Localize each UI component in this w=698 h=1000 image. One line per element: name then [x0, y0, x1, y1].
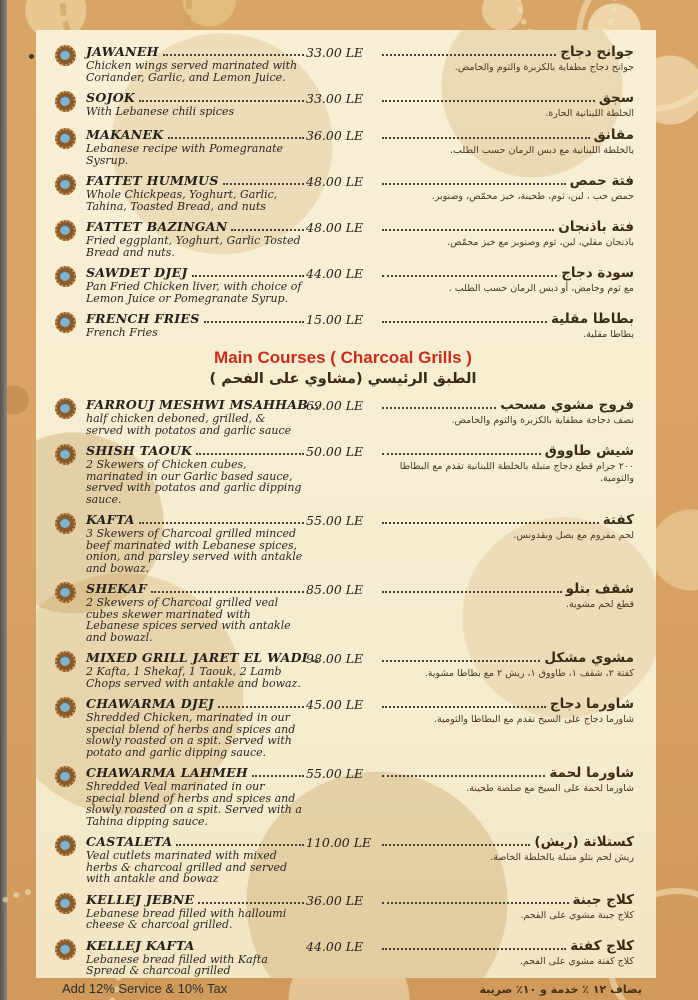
- item-name-ar: مقانق: [593, 127, 634, 143]
- item-bullet-cell: [52, 397, 86, 419]
- item-desc-ar: الخلطة اللبنانية الحارة.: [545, 108, 634, 119]
- item-name-ar: سودة دجاج: [561, 265, 634, 281]
- item-arabic-block: [380, 219, 634, 249]
- item-arabic-block: [380, 44, 634, 74]
- item-arabic-block: [380, 265, 634, 295]
- item-name-en: CHAWARMA LAHMEH: [86, 765, 249, 780]
- item-price: 50.00 LE: [306, 444, 364, 459]
- item-name-ar: مشوي مشكل: [544, 650, 634, 666]
- item-dotted-leader-ar: [382, 320, 547, 323]
- medallion-icon: [55, 91, 76, 112]
- menu-item-row: [52, 834, 634, 885]
- menu-item-row: [52, 44, 634, 83]
- item-bullet-cell: [52, 127, 86, 149]
- item-desc-en: Shredded Veal marinated in our special blend of herbs and spices and slowly roasted on a spit. Served with a Tahina dipping sauce.: [86, 780, 302, 828]
- item-arabic-block: [380, 892, 634, 922]
- item-desc-ar: لحم مفروم مع بصل وبقدونس.: [513, 530, 634, 541]
- item-desc-ar: ريش لحم بتلو متبلة بالخلطة الخاصة.: [490, 852, 634, 863]
- item-desc-en: French Fries: [86, 326, 158, 339]
- menu-panel: [36, 30, 656, 978]
- medallion-icon: [55, 939, 76, 960]
- item-english-block: [86, 397, 309, 437]
- item-desc-ar: كفتة ٢، شقف ١، طاووق ١، ريش ٢ مع بطاطا مشوية.: [424, 668, 634, 679]
- item-arabic-block: [380, 765, 634, 795]
- menu-item-row: [52, 765, 634, 827]
- item-name-en: CHAWARMA DJEJ: [86, 696, 215, 711]
- item-bullet-cell: [52, 311, 86, 333]
- item-desc-en: 3 Skewers of Charcoal grilled minced beef marinated with Lebanese spices, onion, and parsley served with antakle and bowaz.: [86, 527, 303, 575]
- item-dotted-leader-ar: [382, 659, 540, 662]
- item-english-block: [86, 581, 306, 643]
- item-name-ar: كستلاتة (ريش): [534, 834, 634, 850]
- item-name-en: FATTET BAZINGAN: [86, 219, 228, 234]
- item-desc-ar: كلاج كفتة مشوي على الفحم.: [519, 955, 634, 967]
- item-english-block: [86, 765, 306, 827]
- item-arabic-block: [380, 90, 634, 120]
- item-price: 36.00 LE: [306, 892, 364, 908]
- item-dotted-leader-ar: [382, 705, 546, 708]
- medallion-icon: [55, 312, 76, 333]
- item-name-ar: سجق: [598, 90, 634, 106]
- item-dotted-leader-ar: [382, 228, 554, 231]
- item-dotted-leader-ar: [382, 774, 545, 777]
- item-price: 55.00 LE: [306, 513, 364, 528]
- item-name-en: SHISH TAOUK: [86, 443, 193, 458]
- medallion-icon: [55, 45, 76, 66]
- item-bullet-cell: [52, 44, 86, 66]
- item-arabic-block: [380, 938, 634, 968]
- item-name-ar: بطاطا مقلية: [550, 311, 634, 327]
- menu-item-row: [52, 938, 634, 977]
- item-desc-en: half chicken deboned, grilled, & served with potatos and garlic sauce: [86, 412, 292, 437]
- item-arabic-block: [380, 650, 634, 680]
- menu-item-row: [52, 90, 634, 120]
- item-desc-en: Lebanese bread filled with halloumi cheese & charcoal grilled.: [86, 906, 287, 931]
- ink-speck: [29, 54, 34, 59]
- medallion-icon: [55, 266, 76, 287]
- item-dotted-leader-ar: [382, 53, 556, 56]
- item-desc-en: Whole Chickpeas, Yoghurt, Garlic, Tahina, Toasted Bread, and nuts: [86, 188, 278, 213]
- item-desc-en: Shredded Chicken, marinated in our special blend of herbs and spices and slowly roasted on a spit. Served with potato and garlic dipping sauce.: [86, 711, 296, 759]
- item-desc-ar: مع ثوم وحامض، أو دبس الرمان حسب الطلب .: [448, 283, 634, 294]
- item-arabic-block: [380, 696, 634, 726]
- item-dotted-leader: [252, 774, 304, 777]
- medallion-icon: [55, 444, 76, 465]
- item-arabic-block: [380, 443, 634, 485]
- item-dotted-leader: [231, 228, 304, 231]
- item-dotted-leader-ar: [382, 901, 569, 904]
- item-name-en: SOJOK: [86, 90, 136, 105]
- item-name-en: SAWDET DJEJ: [86, 265, 188, 280]
- item-bullet-cell: [52, 938, 86, 960]
- item-english-block: [86, 311, 306, 339]
- item-arabic-block: [380, 397, 634, 427]
- item-dotted-leader: [151, 590, 304, 593]
- item-dotted-leader: [199, 949, 304, 950]
- item-english-block: [86, 219, 306, 258]
- item-desc-en: With Lebanese chili spices: [86, 105, 235, 118]
- footer-note-ar: يضاف ١٢ ٪ خدمة و ١٠٪ ضريبة: [479, 983, 642, 996]
- item-dotted-leader: [176, 843, 304, 846]
- menu-item-row: [52, 265, 634, 304]
- item-dotted-leader-ar: [382, 274, 557, 277]
- item-price: 15.00 LE: [306, 312, 364, 327]
- item-desc-en: Chicken wings served marinated with Coriander, Garlic, and Lemon Juice.: [86, 59, 298, 84]
- item-bullet-cell: [52, 834, 86, 856]
- item-dotted-leader-ar: [382, 843, 530, 846]
- item-desc-ar: كلاج جبنة مشوي على الفحم.: [520, 909, 634, 921]
- menu-item-row: [52, 443, 634, 505]
- item-bullet-cell: [52, 265, 86, 287]
- item-name-en: FATTET HUMMUS: [86, 173, 219, 188]
- footer-note-en: Add 12% Service & 10% Tax: [62, 981, 228, 996]
- item-name-ar: فتة باذنجان: [558, 219, 634, 235]
- menu-item-row: [52, 512, 634, 574]
- item-dotted-leader: [198, 901, 304, 904]
- item-bullet-cell: [52, 219, 86, 241]
- item-dotted-leader: [139, 521, 304, 524]
- item-english-block: [86, 938, 306, 977]
- menu-item-row: [52, 311, 634, 341]
- item-name-ar: كلاج كفتة: [570, 937, 634, 954]
- item-english-block: [86, 892, 306, 931]
- item-name-en: JAWANEH: [86, 44, 159, 59]
- item-name-ar: كلاج جبنة: [572, 891, 634, 908]
- item-bullet-cell: [52, 650, 86, 672]
- medallion-icon: [55, 398, 76, 419]
- item-arabic-block: [380, 512, 634, 542]
- item-name-en: KELLEJ JEBNE: [86, 891, 195, 907]
- menu-item-row: [52, 397, 634, 436]
- item-desc-ar: بالخلطة اللبنانية مع دبس الرمان حسب الطلب.: [450, 145, 634, 156]
- item-name-ar: كفتة: [602, 512, 634, 528]
- item-desc-en: Lebanese bread filled with Kafta Spread & charcoal grilled: [86, 952, 268, 977]
- menu-item-row: [52, 650, 634, 689]
- item-dotted-leader-ar: [382, 99, 595, 102]
- item-name-ar: شاورما لحمة: [549, 765, 634, 781]
- item-english-block: [86, 265, 306, 304]
- item-arabic-block: [380, 127, 634, 157]
- medallion-icon: [55, 220, 76, 241]
- section-title-ar: الطبق الرئيسي (مشاوي على الفحم ): [209, 371, 477, 387]
- item-desc-en: Veal cutlets marinated with mixed herbs & charcoal grilled and served with antakle and bowaz: [86, 849, 288, 885]
- item-english-block: [86, 512, 306, 574]
- medallion-icon: [55, 766, 76, 787]
- item-dotted-leader: [196, 452, 304, 455]
- item-dotted-leader-ar: [382, 406, 496, 409]
- item-price: 48.00 LE: [306, 174, 364, 189]
- item-name-ar: فتة حمص: [569, 173, 634, 189]
- item-price: 33.00 LE: [306, 45, 364, 60]
- item-name-en: MAKANEK: [86, 127, 164, 142]
- menu-item-row: [52, 219, 634, 258]
- item-price: 69.00 LE: [306, 398, 364, 413]
- item-name-ar: شيش طاووق: [544, 443, 634, 459]
- item-english-block: [86, 127, 306, 166]
- item-desc-en: 2 Skewers of Charcoal grilled veal cubes skewer marinated with Lebanese spices served with antakle and bowazl.: [86, 596, 291, 644]
- item-name-en: MIXED GRILL JARET EL WADI: [86, 650, 308, 665]
- scan-edge: [0, 0, 7, 1000]
- item-price: 48.00 LE: [306, 220, 364, 235]
- item-english-block: [86, 44, 306, 83]
- item-name-en: FRENCH FRIES: [86, 311, 200, 326]
- item-name-ar: شقف بتلو: [565, 581, 634, 597]
- item-bullet-cell: [52, 765, 86, 787]
- item-dotted-leader-ar: [382, 182, 566, 185]
- item-desc-en: Fried eggplant, Yoghurt, Garlic Tosted Bread and nuts.: [86, 234, 301, 259]
- item-desc-ar: جوانح دجاج مطفاية بالكزبرة والثوم والحامض.: [454, 62, 634, 73]
- item-english-block: [86, 834, 306, 885]
- medallion-icon: [55, 582, 76, 603]
- item-name-en: KELLEJ KAFTA: [86, 937, 195, 953]
- item-name-en: KAFTA: [86, 512, 135, 527]
- item-dotted-leader-ar: [382, 590, 562, 593]
- item-price: 44.00 LE: [306, 938, 364, 954]
- medallion-icon: [55, 174, 76, 195]
- item-desc-ar: بطاطا مقلية.: [583, 329, 634, 340]
- item-arabic-block: [380, 311, 634, 341]
- item-dotted-leader: [163, 53, 304, 56]
- item-desc-ar: قطع لحم مشوية.: [565, 599, 634, 610]
- item-desc-ar: نصف دجاجة مطفاية بالكزبرة والثوم والحامض.: [451, 415, 634, 426]
- item-dotted-leader: [139, 99, 304, 102]
- item-name-en: SHEKAF: [86, 581, 148, 596]
- item-name-en: CASTALETA: [86, 834, 173, 849]
- menu-item-row: [52, 892, 634, 931]
- medallion-icon: [55, 893, 76, 914]
- menu-item-row: [52, 696, 634, 758]
- item-desc-ar: شاورما لحمة على السيخ مع صلصة طحينة.: [466, 783, 634, 794]
- item-bullet-cell: [52, 173, 86, 195]
- item-desc-ar: شاورما دجاج على السيخ تقدم مع البطاطا والثومية.: [434, 714, 634, 725]
- section-title-en: Main Courses ( Charcoal Grills ): [214, 348, 472, 367]
- medallion-icon: [55, 697, 76, 718]
- medallion-icon: [55, 651, 76, 672]
- item-dotted-leader-ar: [382, 947, 566, 950]
- item-english-block: [86, 443, 306, 505]
- item-dotted-leader: [168, 136, 304, 139]
- item-desc-ar: باذنجان مقلي، لبن، ثوم وصنوبر مع خبز محمّص.: [447, 237, 634, 248]
- item-arabic-block: [380, 834, 634, 864]
- item-price: 55.00 LE: [306, 766, 364, 781]
- footer: [62, 981, 642, 996]
- item-dotted-leader: [204, 320, 304, 323]
- menu-item-row: [52, 581, 634, 643]
- item-bullet-cell: [52, 443, 86, 465]
- item-name-ar: شاورما دجاج: [549, 696, 634, 712]
- medallion-icon: [55, 513, 76, 534]
- item-arabic-block: [380, 173, 634, 203]
- medallion-icon: [55, 128, 76, 149]
- menu-item-row: [52, 127, 634, 166]
- item-price: 33.00 LE: [306, 91, 364, 106]
- item-dotted-leader-ar: [382, 136, 590, 139]
- item-dotted-leader: [192, 274, 304, 277]
- item-price: 110.00 LE: [306, 835, 372, 850]
- medallion-icon: [55, 835, 76, 856]
- item-english-block: [86, 696, 306, 758]
- item-name-ar: جوانح دجاج: [560, 44, 634, 60]
- item-english-block: [86, 90, 306, 118]
- menu-item-row: [52, 173, 634, 212]
- item-desc-ar: حمص حب ، لبن، ثوم، طحينة، خبز محمّص، وصنوبر.: [431, 191, 634, 202]
- item-price: 98.00 LE: [306, 651, 364, 666]
- item-desc-en: Pan Fried Chicken liver, with choice of Lemon Juice or Pomegranate Syrup.: [86, 280, 302, 305]
- item-bullet-cell: [52, 512, 86, 534]
- item-bullet-cell: [52, 696, 86, 718]
- item-arabic-block: [380, 581, 634, 611]
- item-dotted-leader-ar: [382, 452, 541, 455]
- item-price: 85.00 LE: [306, 582, 364, 597]
- item-price: 45.00 LE: [306, 697, 364, 712]
- item-english-block: [86, 650, 306, 689]
- item-desc-ar: ٢٠٠ جرام قطع دجاج متبلة بالخلطة اللبنانية تقدم مع البطاطا والثومية.: [399, 461, 634, 484]
- item-bullet-cell: [52, 581, 86, 603]
- item-dotted-leader: [218, 705, 304, 708]
- item-desc-en: Lebanese recipe with Pomegranate Sysrup.: [86, 142, 284, 167]
- item-price: 44.00 LE: [306, 266, 364, 281]
- item-bullet-cell: [52, 90, 86, 112]
- item-name-ar: فروج مشوي مسحب: [500, 397, 634, 413]
- item-dotted-leader: [223, 182, 304, 185]
- item-price: 36.00 LE: [306, 128, 364, 143]
- item-name-en: FARROUJ MESHWI MSAHHAB: [86, 397, 309, 412]
- item-desc-en: 2 Kafta, 1 Shekaf, 1 Taouk, 2 Lamb Chops served with antakle and bowaz.: [86, 665, 301, 690]
- section-header: [52, 348, 634, 387]
- item-dotted-leader-ar: [382, 521, 599, 524]
- item-english-block: [86, 173, 306, 212]
- item-desc-en: 2 Skewers of Chicken cubes, marinated in our Garlic based sauce, served with potatos and garlic dipping sauce.: [86, 458, 302, 506]
- item-bullet-cell: [52, 892, 86, 914]
